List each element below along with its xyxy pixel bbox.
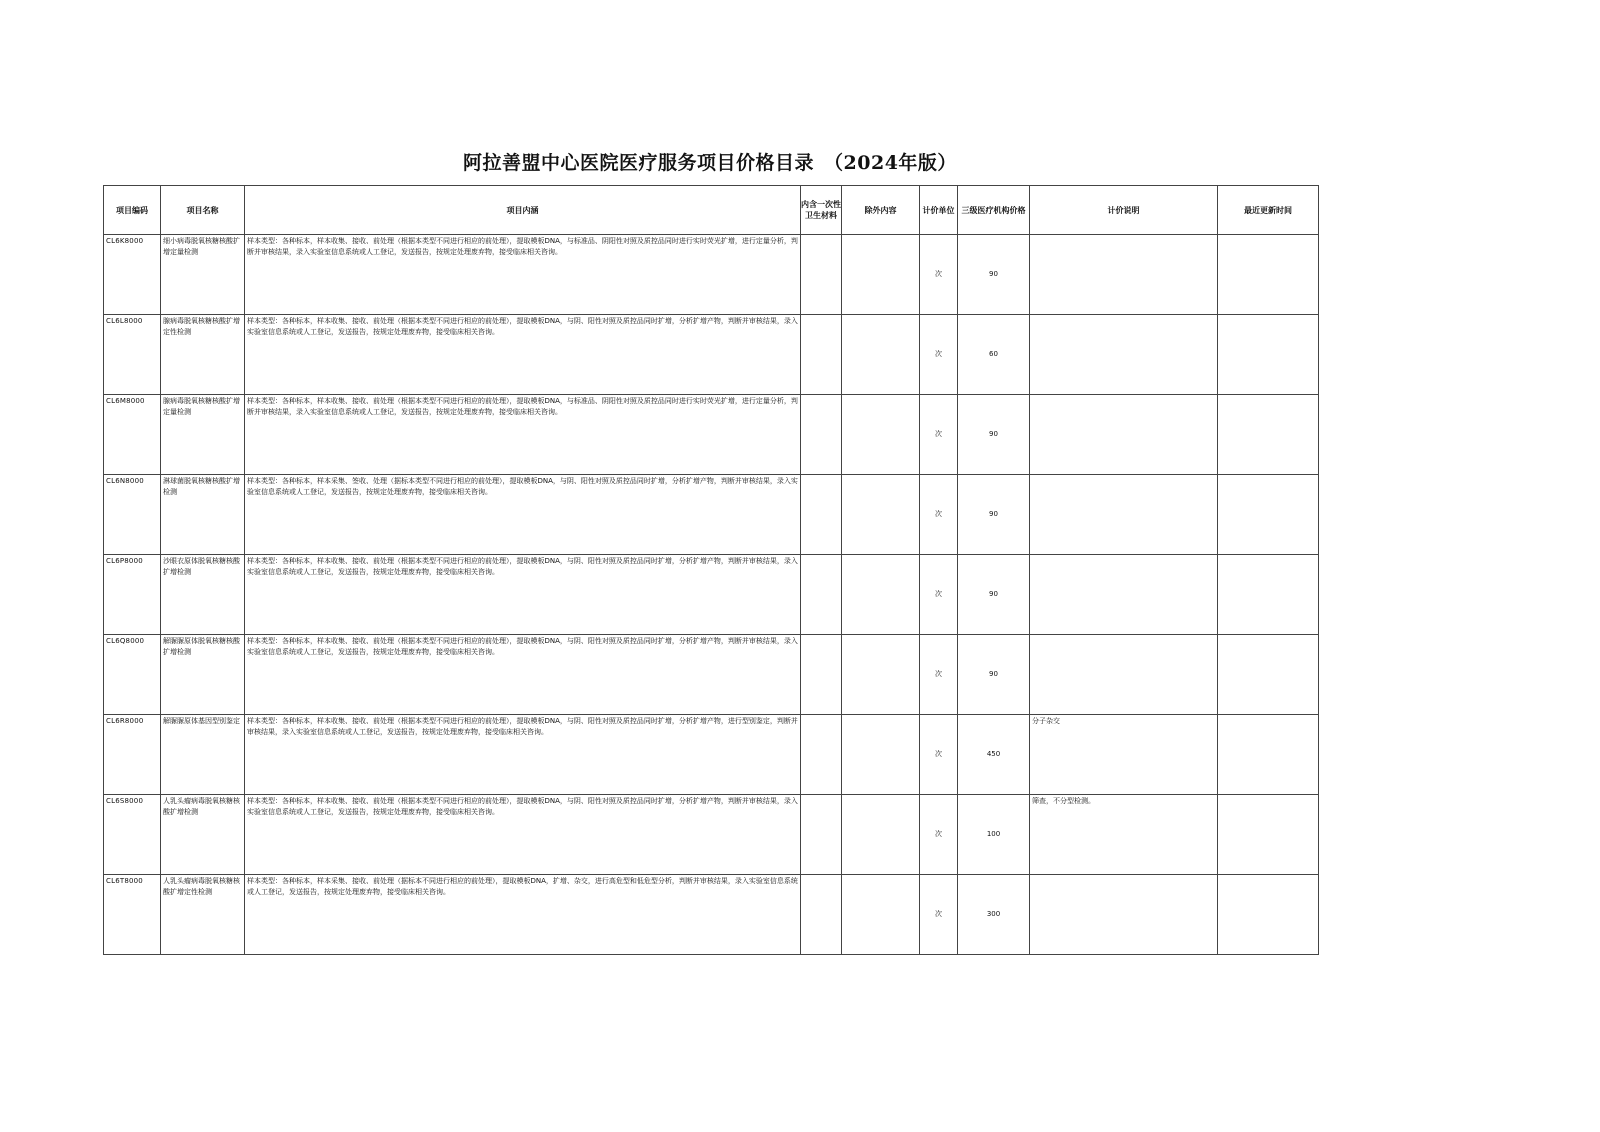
- table-row: [104, 315, 1319, 395]
- cell-content: 样本类型：各种标本，样本收集、接收、前处理（根据本类型不同进行相应的前处理），提取模板DNA，与阴、阳性对照及质控品同时扩增，分析扩增产物，判断并审核结果，录入实验室信息系统或人工登记，发送报告，按规定处理废弃物，接受临床相关咨询。: [245, 555, 801, 635]
- cell-content: 样本类型：各种标本，样本收集、接收、前处理（根据本类型不同进行相应的前处理），提取模板DNA，与阴、阳性对照及质控品同时扩增，分析扩增产物，判断并审核结果，录入实验室信息系统或人工登记，发送报告，按规定处理废弃物，接受临床相关咨询。: [245, 315, 801, 395]
- cell-materials: [801, 715, 842, 795]
- header-exclusions: 除外内容: [842, 186, 920, 235]
- cell-name: 腺病毒脱氧核糖核酸扩增定量检测: [161, 395, 245, 475]
- cell-note: [1030, 475, 1218, 555]
- cell-unit: 次: [920, 875, 958, 955]
- cell-updated: [1218, 715, 1319, 795]
- cell-content: 样本类型：各种标本，样本采集、接收、前处理（据标本不同进行相应的前处理），提取模板DNA，扩增、杂交，进行高危型和低危型分析，判断并审核结果，录入实验室信息系统或人工登记，发送报告，按规定处理废弃物，接受临床相关咨询。: [245, 875, 801, 955]
- cell-code: CL6P8000: [104, 555, 161, 635]
- cell-note: 筛查，不分型检测。: [1030, 795, 1218, 875]
- cell-code: CL6S8000: [104, 795, 161, 875]
- cell-updated: [1218, 555, 1319, 635]
- cell-name: 解脲脲原体基因型别鉴定: [161, 715, 245, 795]
- cell-updated: [1218, 235, 1319, 315]
- cell-code: CL6M8000: [104, 395, 161, 475]
- cell-exclusions: [842, 715, 920, 795]
- table-row: [104, 555, 1319, 635]
- cell-price: 450: [958, 715, 1030, 795]
- cell-content: 样本类型：各种标本，样本收集、接收、前处理（根据本类型不同进行相应的前处理），提取模板DNA，与阴、阳性对照及质控品同时扩增，分析扩增产物，判断并审核结果，录入实验室信息系统或人工登记，发送报告，按规定处理废弃物，接受临床相关咨询。: [245, 795, 801, 875]
- cell-updated: [1218, 795, 1319, 875]
- cell-unit: 次: [920, 635, 958, 715]
- header-price: 三级医疗机构价格: [958, 186, 1030, 235]
- cell-updated: [1218, 395, 1319, 475]
- cell-name: 解脲脲原体脱氧核糖核酸扩增检测: [161, 635, 245, 715]
- cell-updated: [1218, 635, 1319, 715]
- cell-unit: 次: [920, 315, 958, 395]
- cell-content: 样本类型：各种标本，样本收集、接收、前处理（根据本类型不同进行相应的前处理），提取模板DNA，与阴、阳性对照及质控品同时扩增，分析扩增产物，进行型别鉴定，判断并审核结果，录入实验室信息系统或人工登记，发送报告，按规定处理废弃物，接受临床相关咨询。: [245, 715, 801, 795]
- cell-exclusions: [842, 555, 920, 635]
- cell-materials: [801, 555, 842, 635]
- cell-code: CL6L8000: [104, 315, 161, 395]
- cell-note: [1030, 875, 1218, 955]
- cell-exclusions: [842, 395, 920, 475]
- cell-name: 人乳头瘤病毒脱氧核糖核酸扩增定性检测: [161, 875, 245, 955]
- cell-content: 样本类型：各种标本，样本收集、接收、前处理（根据本类型不同进行相应的前处理），提取模板DNA，与标准品、阴阳性对照及质控品同时进行实时荧光扩增，进行定量分析，判断并审核结果，录入实验室信息系统或人工登记，发送报告，按规定处理废弃物，接受临床相关咨询。: [245, 235, 801, 315]
- cell-materials: [801, 475, 842, 555]
- table-row: [104, 395, 1319, 475]
- cell-unit: 次: [920, 235, 958, 315]
- cell-price: 300: [958, 875, 1030, 955]
- header-updated: 最近更新时间: [1218, 186, 1319, 235]
- cell-note: [1030, 635, 1218, 715]
- cell-updated: [1218, 475, 1319, 555]
- cell-updated: [1218, 875, 1319, 955]
- cell-note: [1030, 555, 1218, 635]
- cell-code: CL6R8000: [104, 715, 161, 795]
- header-note: 计价说明: [1030, 186, 1218, 235]
- cell-content: 样本类型：各种标本，样本收集、接收、前处理（根据本类型不同进行相应的前处理），提取模板DNA，与阴、阳性对照及质控品同时扩增，分析扩增产物，判断并审核结果，录入实验室信息系统或人工登记，发送报告，按规定处理废弃物，接受临床相关咨询。: [245, 635, 801, 715]
- cell-exclusions: [842, 315, 920, 395]
- header-name: 项目名称: [161, 186, 245, 235]
- cell-materials: [801, 635, 842, 715]
- cell-materials: [801, 795, 842, 875]
- cell-price: 90: [958, 235, 1030, 315]
- cell-materials: [801, 875, 842, 955]
- header-unit: 计价单位: [920, 186, 958, 235]
- cell-exclusions: [842, 235, 920, 315]
- cell-unit: 次: [920, 715, 958, 795]
- cell-price: 90: [958, 475, 1030, 555]
- cell-price: 90: [958, 555, 1030, 635]
- cell-note: [1030, 395, 1218, 475]
- cell-exclusions: [842, 795, 920, 875]
- price-table: [103, 185, 1319, 955]
- cell-unit: 次: [920, 795, 958, 875]
- cell-name: 人乳头瘤病毒脱氧核糖核酸扩增检测: [161, 795, 245, 875]
- document-title: 阿拉善盟中心医院医疗服务项目价格目录 （2024年版）: [463, 152, 957, 174]
- cell-note: 分子杂交: [1030, 715, 1218, 795]
- cell-unit: 次: [920, 475, 958, 555]
- table-row: [104, 635, 1319, 715]
- cell-name: 腺病毒脱氧核糖核酸扩增定性检测: [161, 315, 245, 395]
- cell-name: 淋球菌脱氧核糖核酸扩增检测: [161, 475, 245, 555]
- cell-exclusions: [842, 635, 920, 715]
- header-row: [104, 186, 1319, 235]
- cell-code: CL6K8000: [104, 235, 161, 315]
- cell-materials: [801, 235, 842, 315]
- cell-content: 样本类型：各种标本，样本采集、签收、处理（据标本类型不同进行相应的前处理），提取模板DNA，与阴、阳性对照及质控品同时扩增，分析扩增产物，判断并审核结果，录入实验室信息系统或人工登记，发送报告，按规定处理废弃物，接受临床相关咨询。: [245, 475, 801, 555]
- cell-name: 细小病毒脱氧核糖核酸扩增定量检测: [161, 235, 245, 315]
- cell-note: [1030, 235, 1218, 315]
- cell-price: 60: [958, 315, 1030, 395]
- cell-code: CL6N8000: [104, 475, 161, 555]
- cell-unit: 次: [920, 395, 958, 475]
- cell-materials: [801, 315, 842, 395]
- cell-price: 90: [958, 395, 1030, 475]
- cell-price: 100: [958, 795, 1030, 875]
- cell-exclusions: [842, 875, 920, 955]
- cell-price: 90: [958, 635, 1030, 715]
- cell-content: 样本类型：各种标本，样本收集、接收、前处理（根据本类型不同进行相应的前处理），提取模板DNA，与标准品、阴阳性对照及质控品同时进行实时荧光扩增，进行定量分析，判断并审核结果，录入实验室信息系统或人工登记，发送报告，按规定处理废弃物，接受临床相关咨询。: [245, 395, 801, 475]
- cell-code: CL6T8000: [104, 875, 161, 955]
- cell-materials: [801, 395, 842, 475]
- header-code: 项目编码: [104, 186, 161, 235]
- table-row: [104, 715, 1319, 795]
- header-content: 项目内涵: [245, 186, 801, 235]
- cell-unit: 次: [920, 555, 958, 635]
- table-row: [104, 475, 1319, 555]
- table-row: [104, 875, 1319, 955]
- cell-code: CL6Q8000: [104, 635, 161, 715]
- table-row: [104, 235, 1319, 315]
- cell-note: [1030, 315, 1218, 395]
- table-row: [104, 795, 1319, 875]
- cell-name: 沙眼衣原体脱氧核糖核酸扩增检测: [161, 555, 245, 635]
- cell-updated: [1218, 315, 1319, 395]
- header-materials: 内含一次性卫生材料: [801, 186, 842, 235]
- cell-exclusions: [842, 475, 920, 555]
